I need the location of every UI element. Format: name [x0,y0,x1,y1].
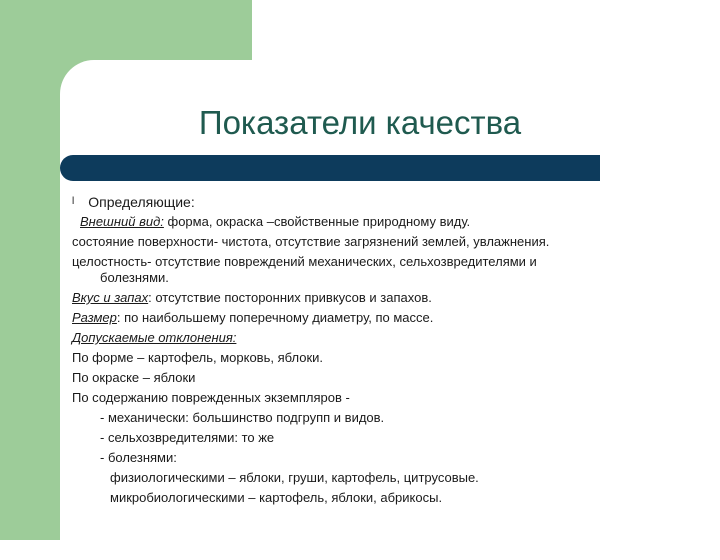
line-text: форма, окраска –свойственные природному виду. [163,214,471,229]
text-line: целостность- отсутствие повреждений механических, сельхозвредителями и [72,254,537,269]
text-line: - механически: большинство подгрупп и видов. [100,410,385,425]
text-line: состояние поверхности- чистота, отсутствие загрязнений землей, увлажнения. [72,234,550,249]
term-label: Вкус и запах [72,290,149,305]
term-label: Допускаемые отклонения: [72,330,237,345]
text-line: - болезнями: [100,450,177,465]
slide-content [72,192,712,508]
line-text: : отсутствие посторонних привкусов и запахов. [148,290,432,305]
heading-text: Определяющие: [88,194,195,210]
text-line: По форме – картофель, морковь, яблоки. [72,350,324,365]
text-line [72,328,712,348]
line-text: : по наибольшему поперечному диаметру, по массе. [116,310,434,325]
slide-title: Показатели качества [198,104,522,141]
heading-row [72,192,712,212]
text-line [72,308,712,328]
text-line [72,288,712,308]
text-line: По окраске – яблоки [72,370,196,385]
term-label: Размер [72,310,117,325]
text-line: - сельхозвредителями: то же [100,430,275,445]
bullet-icon: l [72,196,75,207]
term-label: Внешний вид: [80,214,164,229]
title-underline-bar [60,155,600,181]
text-line: физиологическими – яблоки, груши, картофель, цитрусовые. [110,470,479,485]
text-line: По содержанию поврежденных экземпляров - [72,390,350,405]
text-line: микробиологическими – картофель, яблоки, абрикосы. [110,490,443,505]
text-line [72,212,712,232]
text-line: болезнями. [100,270,169,285]
